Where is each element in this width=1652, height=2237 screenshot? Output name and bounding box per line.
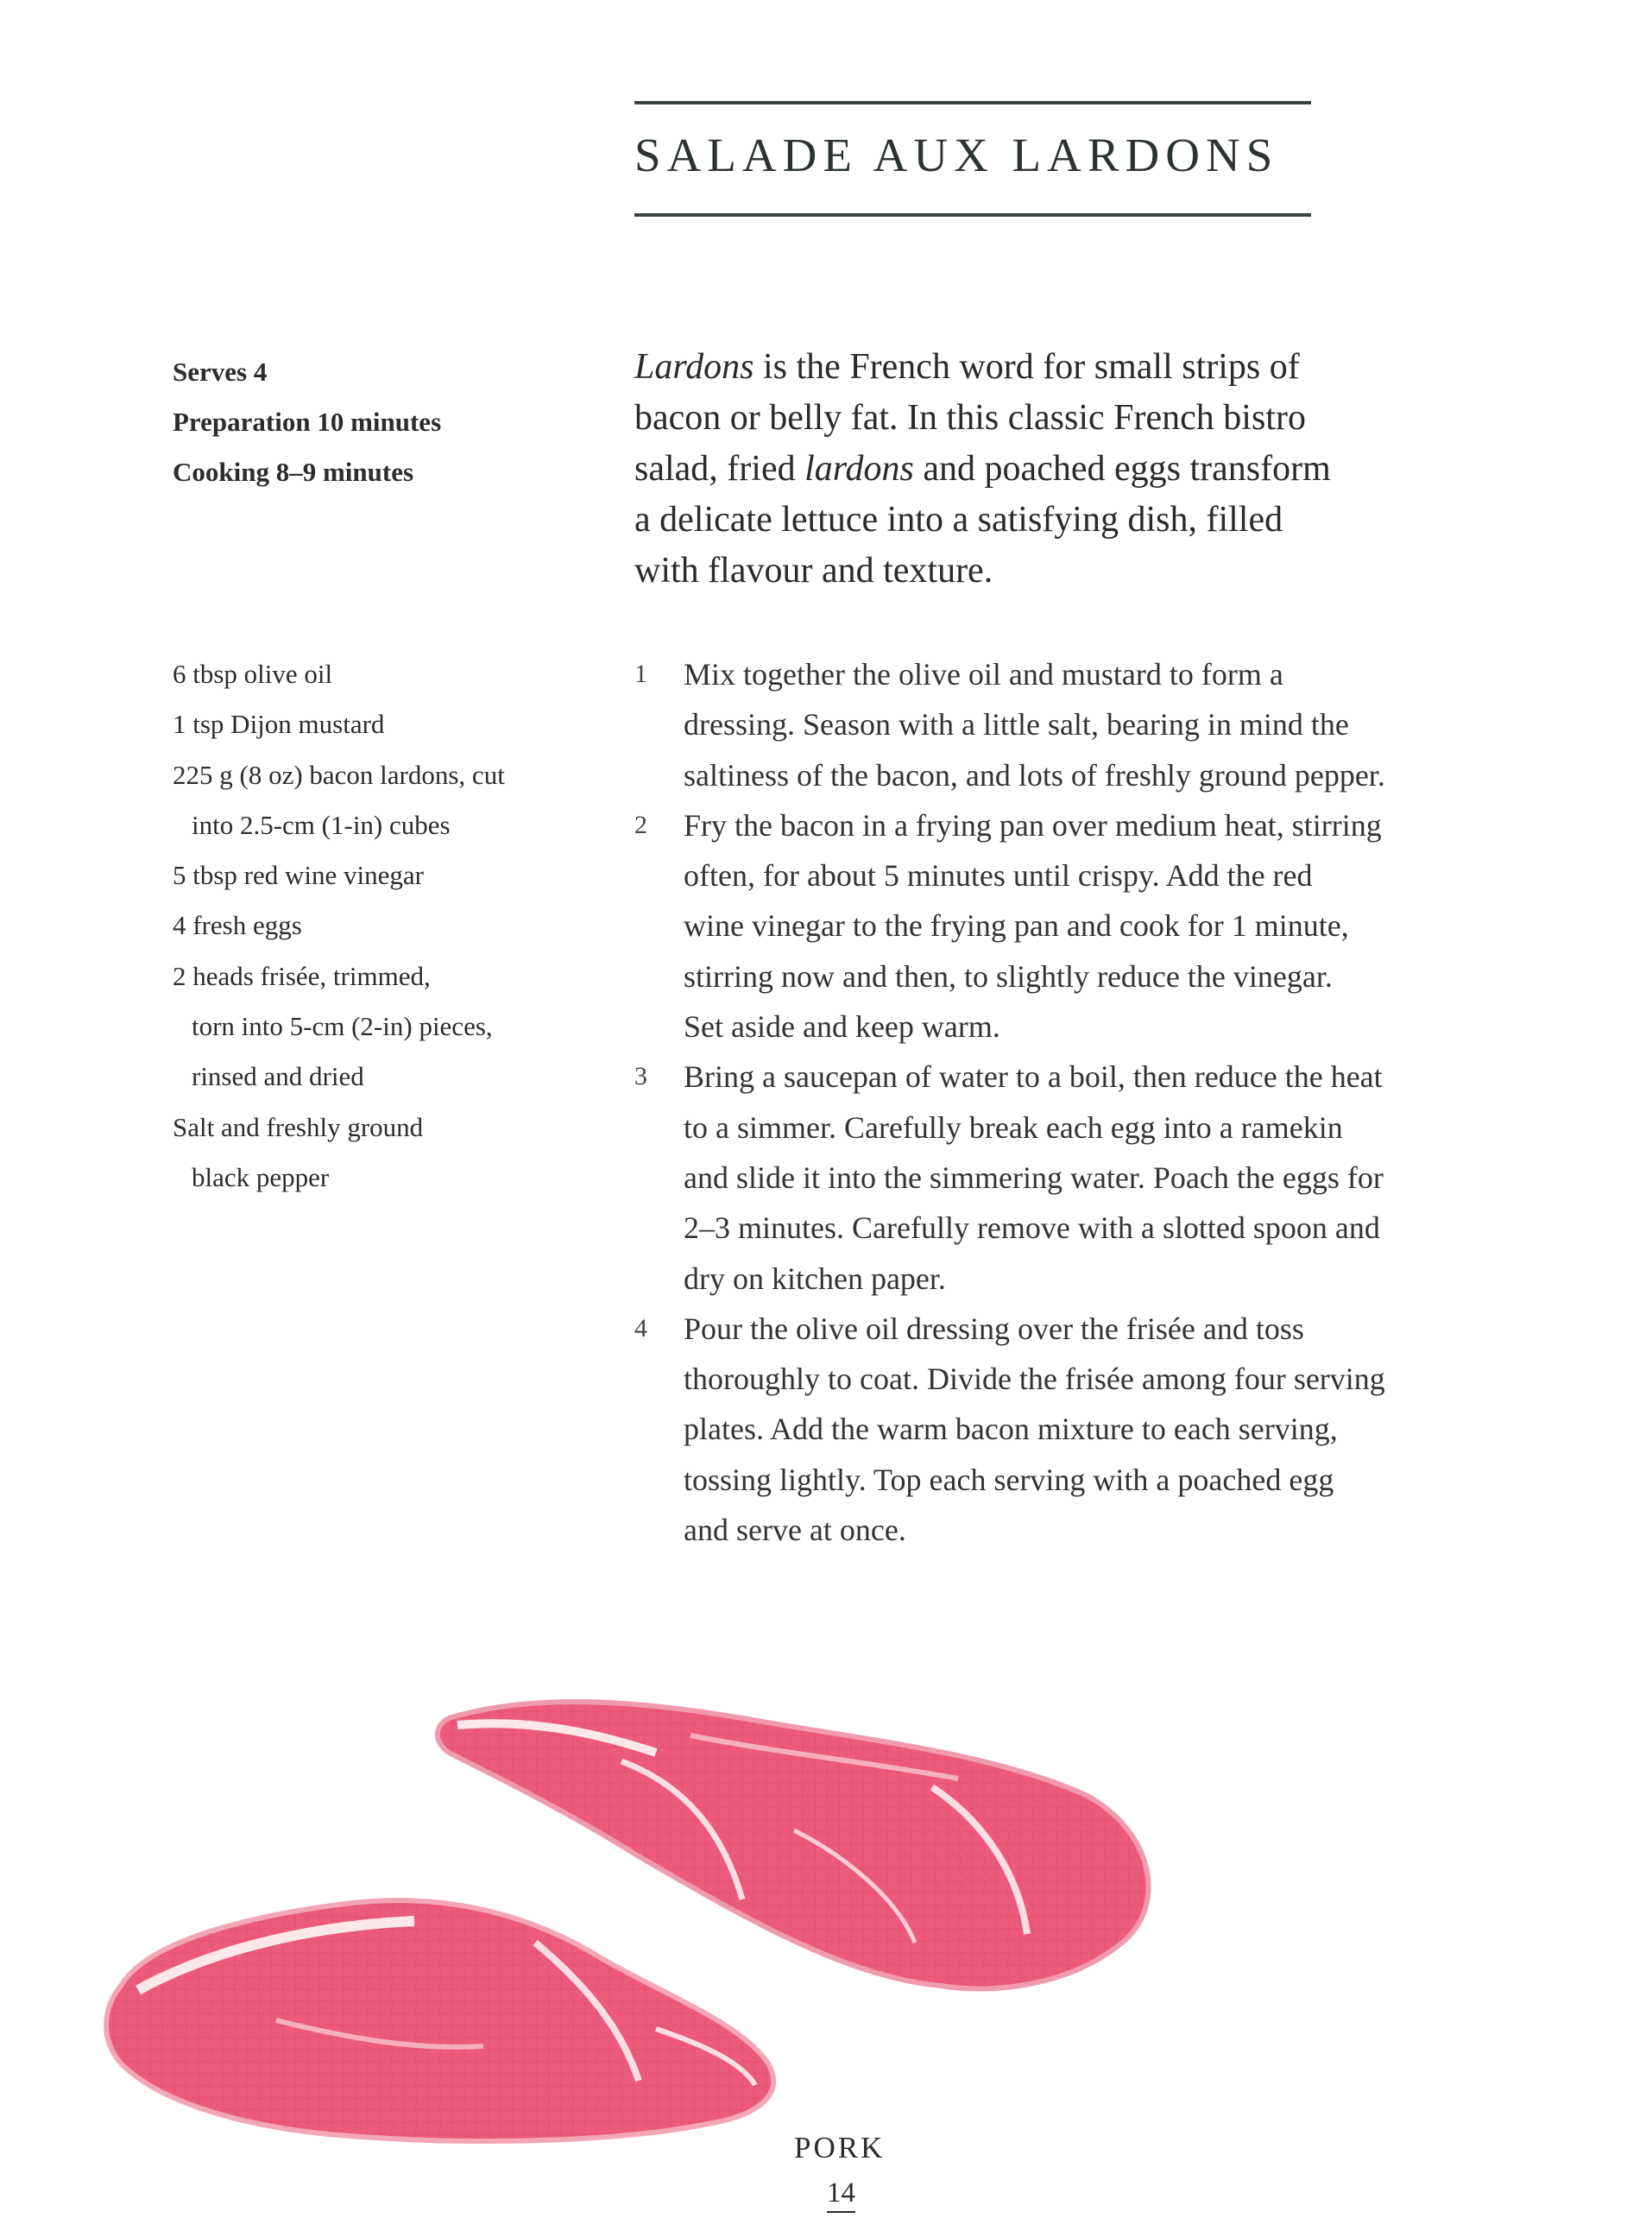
step-line: Fry the bacon in a frying pan over medium heat, stirring xyxy=(684,807,1382,843)
step-line: thoroughly to coat. Divide the frisée among four serving xyxy=(684,1362,1385,1397)
cooking-time: Cooking 8–9 minutes xyxy=(173,457,414,487)
intro-italic-word: Lardons xyxy=(634,347,754,387)
ingredient-line: into 2.5-cm (1-in) cubes xyxy=(192,809,451,840)
recipe-meta xyxy=(173,347,587,497)
step-line: wine vinegar to the frying pan and cook for 1 minute, xyxy=(684,908,1349,944)
step-line: to a simmer. Carefully break each egg into a ramekin xyxy=(684,1109,1343,1145)
section-footer: PORK xyxy=(794,2131,886,2164)
step-line: and slide it into the simmering water. Poach the eggs for xyxy=(684,1160,1384,1195)
step-number: 4 xyxy=(634,1313,647,1343)
intro-line: with flavour and texture. xyxy=(634,551,993,591)
method-step xyxy=(634,800,1515,1052)
method-step xyxy=(634,649,1515,800)
title-bottom-rule xyxy=(634,213,1311,217)
step-number: 1 xyxy=(634,660,647,688)
ingredients-list xyxy=(173,649,621,1203)
intro-line: salad, fried lardons and poached eggs transform xyxy=(634,449,1331,489)
page-number: 14 xyxy=(827,2177,855,2213)
ingredient-line: 225 g (8 oz) bacon lardons, cut xyxy=(173,759,505,790)
step-line: Pour the olive oil dressing over the frisée and toss xyxy=(684,1311,1304,1346)
intro-line: a delicate lettuce into a satisfying dish, filled xyxy=(634,500,1283,540)
ingredient-line: rinsed and dried xyxy=(192,1061,364,1092)
ingredient-line: 5 tbsp red wine vinegar xyxy=(173,860,424,891)
recipe-intro xyxy=(634,342,1506,597)
ingredient-line: 1 tsp Dijon mustard xyxy=(173,709,385,740)
step-line: dry on kitchen paper. xyxy=(684,1261,946,1296)
step-number: 3 xyxy=(634,1062,647,1091)
serves-info: Serves 4 xyxy=(173,357,268,387)
step-line: stirring now and then, to slightly reduce the vinegar. xyxy=(684,958,1333,994)
step-line: often, for about 5 minutes until crispy. Add the red xyxy=(684,858,1313,894)
step-line: and serve at once. xyxy=(684,1513,906,1548)
ingredient-line: 6 tbsp olive oil xyxy=(173,659,333,689)
ingredient-line: black pepper xyxy=(192,1161,330,1192)
pork-chop-cut xyxy=(106,1900,773,2141)
intro-line: Lardons is the French word for small strips of xyxy=(634,347,1300,387)
ingredient-line: torn into 5-cm (2-in) pieces, xyxy=(192,1011,493,1042)
recipe-title: SALADE AUX LARDONS xyxy=(634,129,1279,181)
step-line: plates. Add the warm bacon mixture to each serving, xyxy=(684,1412,1338,1447)
step-line: Set aside and keep warm. xyxy=(684,1009,1000,1045)
preparation-time: Preparation 10 minutes xyxy=(173,407,442,437)
intro-italic-word: lardons xyxy=(804,449,914,489)
step-line: tossing lightly. Top each serving with a poached egg xyxy=(684,1462,1334,1497)
step-line: Mix together the olive oil and mustard to form a xyxy=(684,657,1283,692)
step-number: 2 xyxy=(634,810,647,839)
title-top-rule xyxy=(634,101,1311,104)
ingredient-line: 4 fresh eggs xyxy=(173,910,302,941)
method-steps xyxy=(634,649,1515,1555)
intro-line: bacon or belly fat. In this classic French bistro xyxy=(634,398,1306,438)
method-step xyxy=(634,1304,1515,1555)
ingredient-line: Salt and freshly ground xyxy=(173,1111,424,1142)
step-line: saltiness of the bacon, and lots of freshly ground pepper. xyxy=(684,757,1385,793)
step-line: Bring a saucepan of water to a boil, then reduce the heat xyxy=(684,1059,1383,1095)
pork-cuts-illustration-icon xyxy=(86,1658,1191,2158)
method-step xyxy=(634,1052,1515,1303)
step-line: dressing. Season with a little salt, bearing in mind the xyxy=(684,707,1349,743)
ingredient-line: 2 heads frisée, trimmed, xyxy=(173,960,431,991)
step-line: 2–3 minutes. Carefully remove with a slotted spoon and xyxy=(684,1210,1380,1246)
